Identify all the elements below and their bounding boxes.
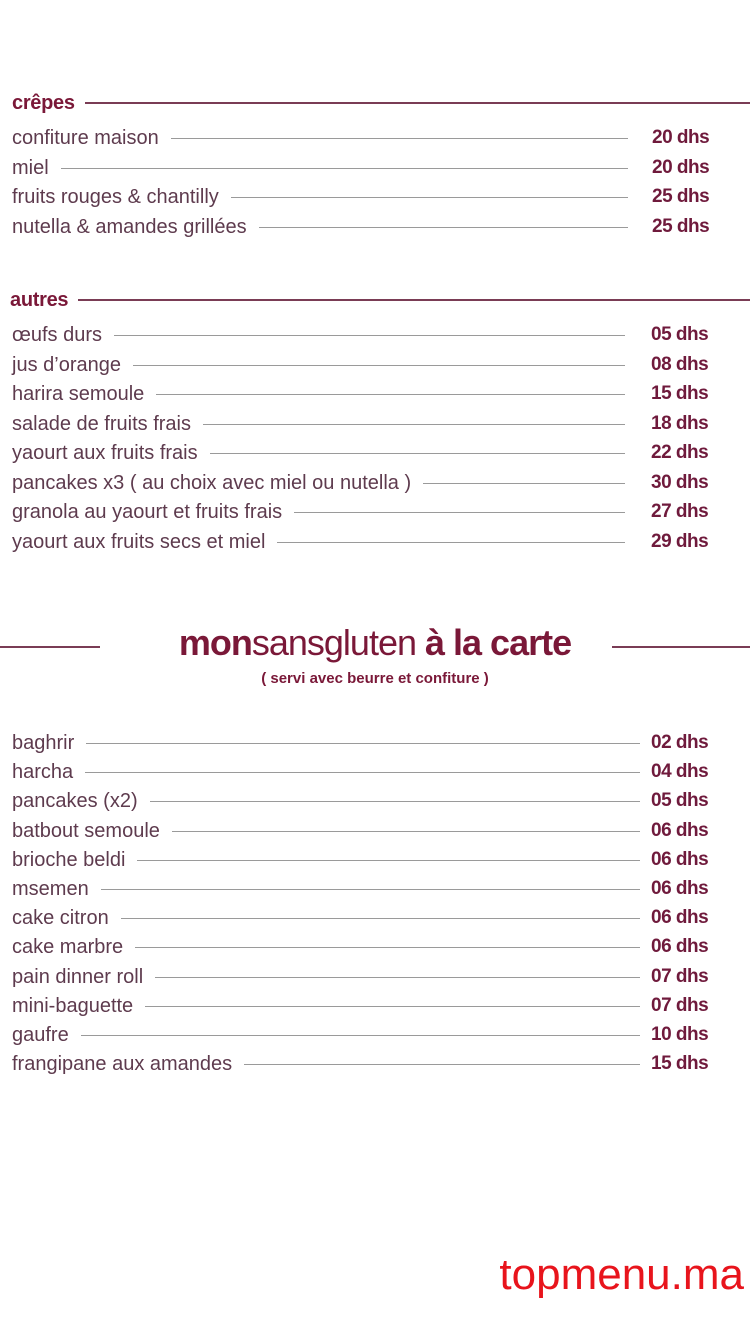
menu-item bbox=[12, 439, 625, 468]
leader-line bbox=[101, 889, 640, 890]
carte-banner bbox=[0, 622, 750, 672]
leader-line bbox=[259, 227, 628, 228]
item-price: 15 dhs bbox=[651, 1053, 709, 1075]
menu-item bbox=[12, 213, 628, 242]
menu-item bbox=[12, 528, 625, 557]
menu-item bbox=[12, 380, 625, 409]
menu-item bbox=[12, 124, 628, 153]
leader-line bbox=[145, 1006, 640, 1007]
leader-line bbox=[155, 977, 640, 978]
menu-item bbox=[12, 154, 628, 183]
item-name: cake citron bbox=[12, 907, 109, 930]
item-name: batbout semoule bbox=[12, 819, 160, 842]
item-name: frangipane aux amandes bbox=[12, 1053, 233, 1076]
menu-item bbox=[12, 729, 640, 758]
section-title: autres bbox=[10, 288, 69, 311]
item-price: 25 dhs bbox=[652, 215, 710, 237]
menu-item bbox=[12, 875, 640, 904]
item-name: fruits rouges & chantilly bbox=[12, 186, 219, 208]
item-price: 06 dhs bbox=[651, 848, 709, 870]
leader-line bbox=[150, 801, 640, 802]
menu-item bbox=[12, 1050, 640, 1079]
item-price: 06 dhs bbox=[651, 878, 709, 899]
leader-line bbox=[244, 1064, 640, 1065]
item-price: 08 dhs bbox=[651, 353, 709, 375]
item-price: 15 dhs bbox=[651, 383, 709, 404]
leader-line bbox=[231, 197, 628, 198]
menu-item bbox=[12, 498, 625, 527]
item-name: cake marbre bbox=[12, 936, 124, 959]
menu-item bbox=[12, 992, 640, 1021]
item-name: baghrir bbox=[12, 732, 75, 754]
item-price: 06 dhs bbox=[651, 907, 709, 929]
menu-item bbox=[12, 469, 625, 498]
leader-line bbox=[114, 335, 625, 336]
item-price: 05 dhs bbox=[651, 324, 709, 345]
item-name: harcha bbox=[12, 761, 74, 784]
leader-line bbox=[203, 424, 625, 425]
leader-line bbox=[172, 831, 640, 832]
section-header-autres bbox=[10, 287, 750, 313]
item-price: 07 dhs bbox=[651, 965, 709, 987]
leader-line bbox=[171, 138, 628, 139]
item-price: 22 dhs bbox=[651, 442, 709, 463]
item-price: 02 dhs bbox=[651, 732, 709, 753]
item-price: 10 dhs bbox=[651, 1024, 709, 1045]
item-name: pancakes x3 ( au choix avec miel ou nutella ) bbox=[12, 471, 412, 494]
menu-item bbox=[12, 963, 640, 992]
leader-line bbox=[81, 1035, 640, 1036]
item-name: brioche beldi bbox=[12, 848, 126, 871]
leader-line bbox=[423, 483, 625, 484]
leader-line bbox=[210, 453, 625, 454]
leader-line bbox=[137, 860, 640, 861]
menu-item bbox=[12, 410, 625, 439]
carte-title: monsansgluten à la carte bbox=[178, 622, 572, 663]
item-price: 25 dhs bbox=[652, 186, 710, 207]
menu-item bbox=[12, 817, 640, 846]
item-name: mini-baguette bbox=[12, 994, 134, 1017]
item-name: msemen bbox=[12, 878, 89, 900]
item-name: gaufre bbox=[12, 1024, 69, 1046]
menu-item bbox=[12, 1021, 640, 1050]
leader-line bbox=[86, 743, 640, 744]
item-name: miel bbox=[12, 156, 49, 179]
item-price: 07 dhs bbox=[651, 994, 709, 1016]
leader-line bbox=[133, 365, 625, 366]
item-price: 18 dhs bbox=[651, 412, 709, 434]
menu-item bbox=[12, 321, 625, 350]
divider bbox=[85, 102, 750, 104]
leader-line bbox=[294, 512, 625, 513]
menu-item bbox=[12, 351, 625, 380]
leader-line bbox=[156, 394, 625, 395]
item-name: pain dinner roll bbox=[12, 965, 144, 988]
divider bbox=[78, 299, 750, 301]
watermark: topmenu.ma bbox=[499, 1250, 744, 1299]
item-name: yaourt aux fruits secs et miel bbox=[12, 530, 266, 553]
item-name: nutella & amandes grillées bbox=[12, 215, 247, 238]
item-name: confiture maison bbox=[12, 127, 159, 149]
menu-item bbox=[12, 787, 640, 816]
item-price: 20 dhs bbox=[652, 156, 710, 178]
menu-item bbox=[12, 758, 640, 787]
item-name: pancakes (x2) bbox=[12, 790, 138, 813]
item-name: jus d’orange bbox=[12, 353, 121, 376]
item-price: 29 dhs bbox=[651, 530, 709, 552]
item-price: 06 dhs bbox=[651, 936, 709, 958]
menu-item bbox=[12, 846, 640, 875]
leader-line bbox=[85, 772, 640, 773]
menu-item bbox=[12, 933, 640, 962]
item-name: harira semoule bbox=[12, 383, 145, 405]
leader-line bbox=[61, 168, 628, 169]
menu-item bbox=[12, 904, 640, 933]
item-name: œufs durs bbox=[12, 324, 103, 346]
item-price: 30 dhs bbox=[651, 471, 709, 493]
item-price: 20 dhs bbox=[652, 127, 710, 148]
item-name: yaourt aux fruits frais bbox=[12, 442, 198, 464]
item-price: 06 dhs bbox=[651, 819, 709, 841]
leader-line bbox=[121, 918, 640, 919]
item-name: salade de fruits frais bbox=[12, 412, 191, 435]
item-price: 27 dhs bbox=[651, 501, 709, 522]
carte-subtitle: ( servi avec beurre et confiture ) bbox=[261, 670, 489, 687]
section-header-crepes bbox=[12, 90, 750, 116]
section-title: crêpes bbox=[12, 91, 75, 114]
leader-line bbox=[277, 542, 625, 543]
menu-item bbox=[12, 183, 628, 212]
item-price: 05 dhs bbox=[651, 790, 709, 812]
leader-line bbox=[135, 947, 640, 948]
item-name: granola au yaourt et fruits frais bbox=[12, 501, 283, 523]
item-price: 04 dhs bbox=[651, 761, 709, 783]
